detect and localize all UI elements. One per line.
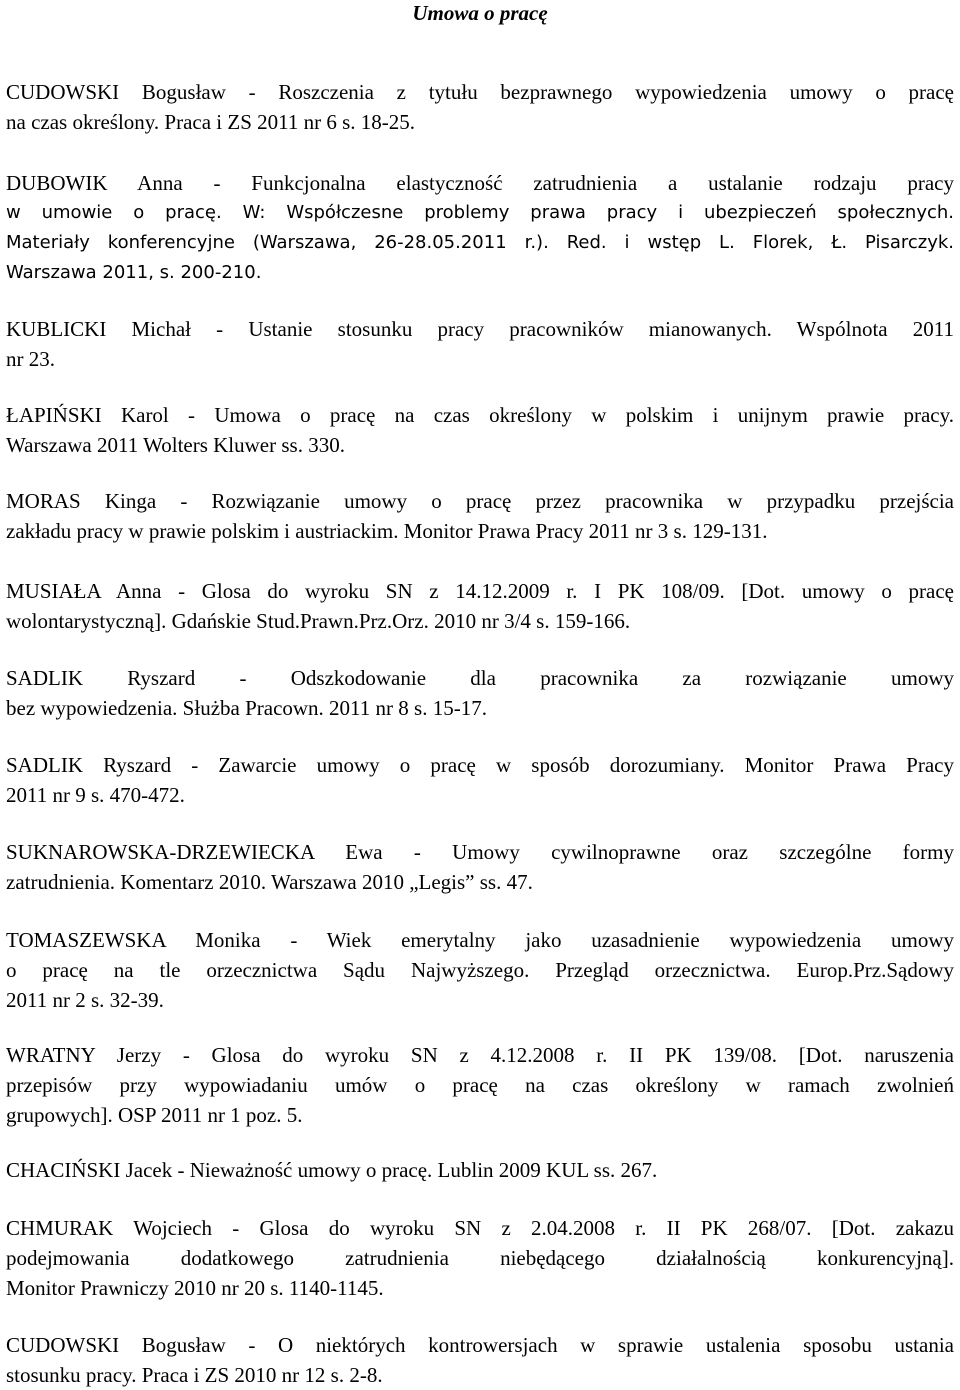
entry-line: WRATNY Jerzy - Glosa do wyroku SN z 4.12.2008 r. II PK 139/08. [Dot. naruszenia: [6, 1043, 954, 1067]
entry-line: SUKNAROWSKA-DRZEWIECKA Ewa - Umowy cywilnoprawne oraz szczególne formy: [6, 840, 954, 864]
entry-line: 2011 nr 2 s. 32-39.: [6, 988, 164, 1012]
entry-line: 2011 nr 9 s. 470-472.: [6, 783, 185, 807]
entry-line: grupowych]. OSP 2011 nr 1 poz. 5.: [6, 1103, 303, 1127]
entry-line: podejmowania dodatkowego zatrudnienia niebędącego działalnością konkurencyjną].: [6, 1246, 954, 1270]
bibliography-entry: [6, 1040, 954, 1130]
entry-line: CHACIŃSKI Jacek - Nieważność umowy o pracę. Lublin 2009 KUL ss. 267.: [6, 1158, 658, 1182]
entry-line: SADLIK Ryszard - Zawarcie umowy o pracę w sposób dorozumiany. Monitor Prawa Pracy: [6, 753, 954, 777]
bibliography-entry: [6, 486, 954, 546]
bibliography-entry: [6, 1155, 954, 1185]
entry-line: KUBLICKI Michał - Ustanie stosunku pracy pracowników mianowanych. Wspólnota 2011: [6, 317, 954, 341]
bibliography-entry: [6, 168, 954, 288]
entry-line: ŁAPIŃSKI Karol - Umowa o pracę na czas określony w polskim i unijnym prawie pracy.: [6, 403, 954, 427]
entry-line: TOMASZEWSKA Monika - Wiek emerytalny jako uzasadnienie wypowiedzenia umowy: [6, 928, 954, 952]
entry-line: zakładu pracy w prawie polskim i austriackim. Monitor Prawa Pracy 2011 nr 3 s. 129-131.: [6, 519, 768, 543]
bibliography-entry: [6, 314, 954, 374]
bibliography-entry: [6, 1213, 954, 1303]
bibliography-entry: [6, 925, 954, 1015]
entry-line: DUBOWIK Anna - Funkcjonalna elastyczność zatrudnienia a ustalanie rodzaju pracy: [6, 171, 954, 195]
bibliography-entry: [6, 750, 954, 810]
bibliography-entry: [6, 1330, 954, 1390]
document-title: Umowa o pracę: [412, 1, 548, 25]
entry-line: bez wypowiedzenia. Służba Pracown. 2011 nr 8 s. 15-17.: [6, 696, 487, 720]
bibliography-entry: [6, 77, 954, 137]
entry-line: CUDOWSKI Bogusław - Roszczenia z tytułu bezprawnego wypowiedzenia umowy o pracę: [6, 80, 954, 104]
entry-line: Materiały konferencyjne (Warszawa, 26-28.05.2011 r.). Red. i wstęp L. Florek, Ł. Pisarczyk.: [6, 232, 954, 253]
entry-line: nr 23.: [6, 347, 55, 371]
entry-line: MORAS Kinga - Rozwiązanie umowy o pracę przez pracownika w przypadku przejścia: [6, 489, 954, 513]
entry-line: MUSIAŁA Anna - Glosa do wyroku SN z 14.12.2009 r. I PK 108/09. [Dot. umowy o pracę: [6, 579, 954, 603]
entry-line: SADLIK Ryszard - Odszkodowanie dla pracownika za rozwiązanie umowy: [6, 666, 954, 690]
entry-line: na czas określony. Praca i ZS 2011 nr 6 s. 18-25.: [6, 110, 416, 134]
entry-line: CUDOWSKI Bogusław - O niektórych kontrowersjach w sprawie ustalenia sposobu ustania: [6, 1333, 954, 1357]
entry-line: Warszawa 2011 Wolters Kluwer ss. 330.: [6, 433, 345, 457]
entry-line: stosunku pracy. Praca i ZS 2010 nr 12 s. 2-8.: [6, 1363, 383, 1387]
entry-line: przepisów przy wypowiadaniu umów o pracę na czas określony w ramach zwolnień: [6, 1073, 954, 1097]
entry-line: CHMURAK Wojciech - Glosa do wyroku SN z 2.04.2008 r. II PK 268/07. [Dot. zakazu: [6, 1216, 954, 1240]
entry-line: Monitor Prawniczy 2010 nr 20 s. 1140-1145.: [6, 1276, 384, 1300]
bibliography-entry: [6, 576, 954, 636]
bibliography-entry: [6, 837, 954, 897]
entry-line: Warszawa 2011, s. 200-210.: [6, 262, 262, 283]
bibliography-entry: [6, 663, 954, 723]
entry-line: wolontarystyczną]. Gdańskie Stud.Prawn.Prz.Orz. 2010 nr 3/4 s. 159-166.: [6, 609, 631, 633]
entry-line: w umowie o pracę. W: Współczesne problemy prawa pracy i ubezpieczeń społecznych.: [6, 202, 954, 223]
entry-line: zatrudnienia. Komentarz 2010. Warszawa 2010 „Legis” ss. 47.: [6, 870, 533, 894]
bibliography-entry: [6, 400, 954, 460]
entry-line: o pracę na tle orzecznictwa Sądu Najwyższego. Przegląd orzecznictwa. Europ.Prz.Sądowy: [6, 958, 954, 982]
